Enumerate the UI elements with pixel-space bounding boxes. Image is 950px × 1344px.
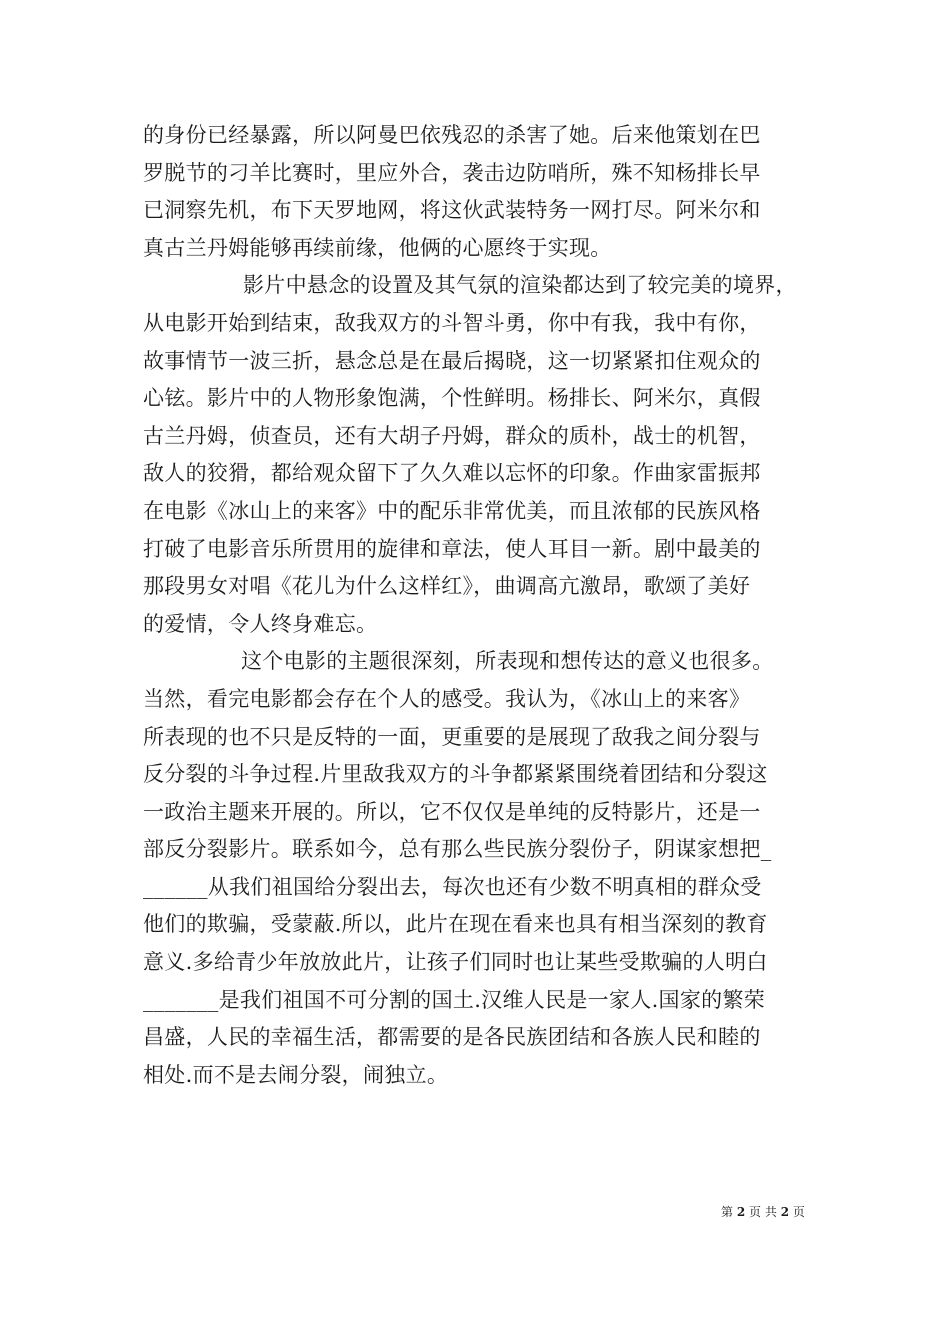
text-line: 的爱情，令人终身难忘。 [143,611,378,636]
text-line: 古兰丹姆，侦查员，还有大胡子丹姆，群众的质朴，战士的机智， [143,423,761,448]
text-line: 所表现的也不只是反特的一面，更重要的是展现了敌我之间分裂与 [143,724,761,749]
text-line: 在电影《冰山上的来客》中的配乐非常优美，而且浓郁的民族风格 [143,498,761,523]
text-line: 一政治主题来开展的。所以，它不仅仅是单纯的反特影片，还是一 [143,799,761,824]
text-line: 部反分裂影片。联系如今，总有那么些民族分裂份子，阴谋家想把_ [143,837,772,862]
text-line: 当然，看完电影都会存在个人的感受。我认为，《冰山上的来客》 [143,686,751,711]
page-number-footer [721,1203,805,1221]
text-line: 从电影开始到结束，敌我双方的斗智斗勇，你中有我，我中有你， [143,310,761,335]
current-page-number: 2 [736,1205,746,1219]
footer-prefix: 第 [721,1205,734,1219]
paragraph-first-line: 影片中悬念的设置及其气氛的渲染都达到了较完美的境界， [243,273,797,298]
footer-middle: 页 共 [749,1205,777,1219]
text-line: 他们的欺骗，受蒙蔽.所以，此片在现在看来也具有相当深刻的教育 [143,912,768,937]
text-line: 的身份已经暴露，所以阿曼巴依残忍的杀害了她。后来他策划在巴 [143,123,761,147]
text-line: 相处.而不是去闹分裂，闹独立。 [143,1062,449,1087]
text-line: 罗脱节的刁羊比赛时，里应外合，袭击边防哨所，殊不知杨排长早 [143,160,761,185]
text-line: ______从我们祖国给分裂出去，每次也还有少数不明真相的群众受 [143,874,762,899]
text-line: 已洞察先机，布下天罗地网，将这伙武装特务一网打尽。阿米尔和 [143,198,761,223]
text-line: 意义.多给青少年放放此片，让孩子们同时也让某些受欺骗的人明白 [143,950,768,975]
text-line: _______是我们祖国不可分割的国土.汉维人民是一家人.国家的繁荣 [143,987,766,1012]
text-line: 心铉。影片中的人物形象饱满，个性鲜明。杨排长、阿米尔，真假 [143,386,761,411]
text-line: 反分裂的斗争过程.片里敌我双方的斗争都紧紧围绕着团结和分裂这 [143,762,768,787]
text-line: 打破了电影音乐所贯用的旋律和章法，使人耳目一新。剧中最美的 [143,536,761,561]
text-line: 故事情节一波三折，悬念总是在最后揭晓，这一切紧紧扣住观众的 [143,348,761,373]
text-line: 敌人的狡猾，都给观众留下了久久难以忘怀的印象。作曲家雷振邦 [143,461,761,486]
text-line: 真古兰丹姆能够再续前缘，他俩的心愿终于实现。 [143,235,612,260]
body-text [143,117,823,1094]
text-line: 那段男女对唱《花儿为什么这样红》，曲调高亢激昂，歌颂了美好 [143,574,751,599]
footer-suffix: 页 [792,1205,805,1219]
text-line: 昌盛，人民的幸福生活，都需要的是各民族团结和各族人民和睦的 [143,1025,761,1050]
total-pages-number: 2 [780,1205,790,1219]
paragraph-first-line: 这个电影的主题很深刻，所表现和想传达的意义也很多。 [241,649,774,674]
